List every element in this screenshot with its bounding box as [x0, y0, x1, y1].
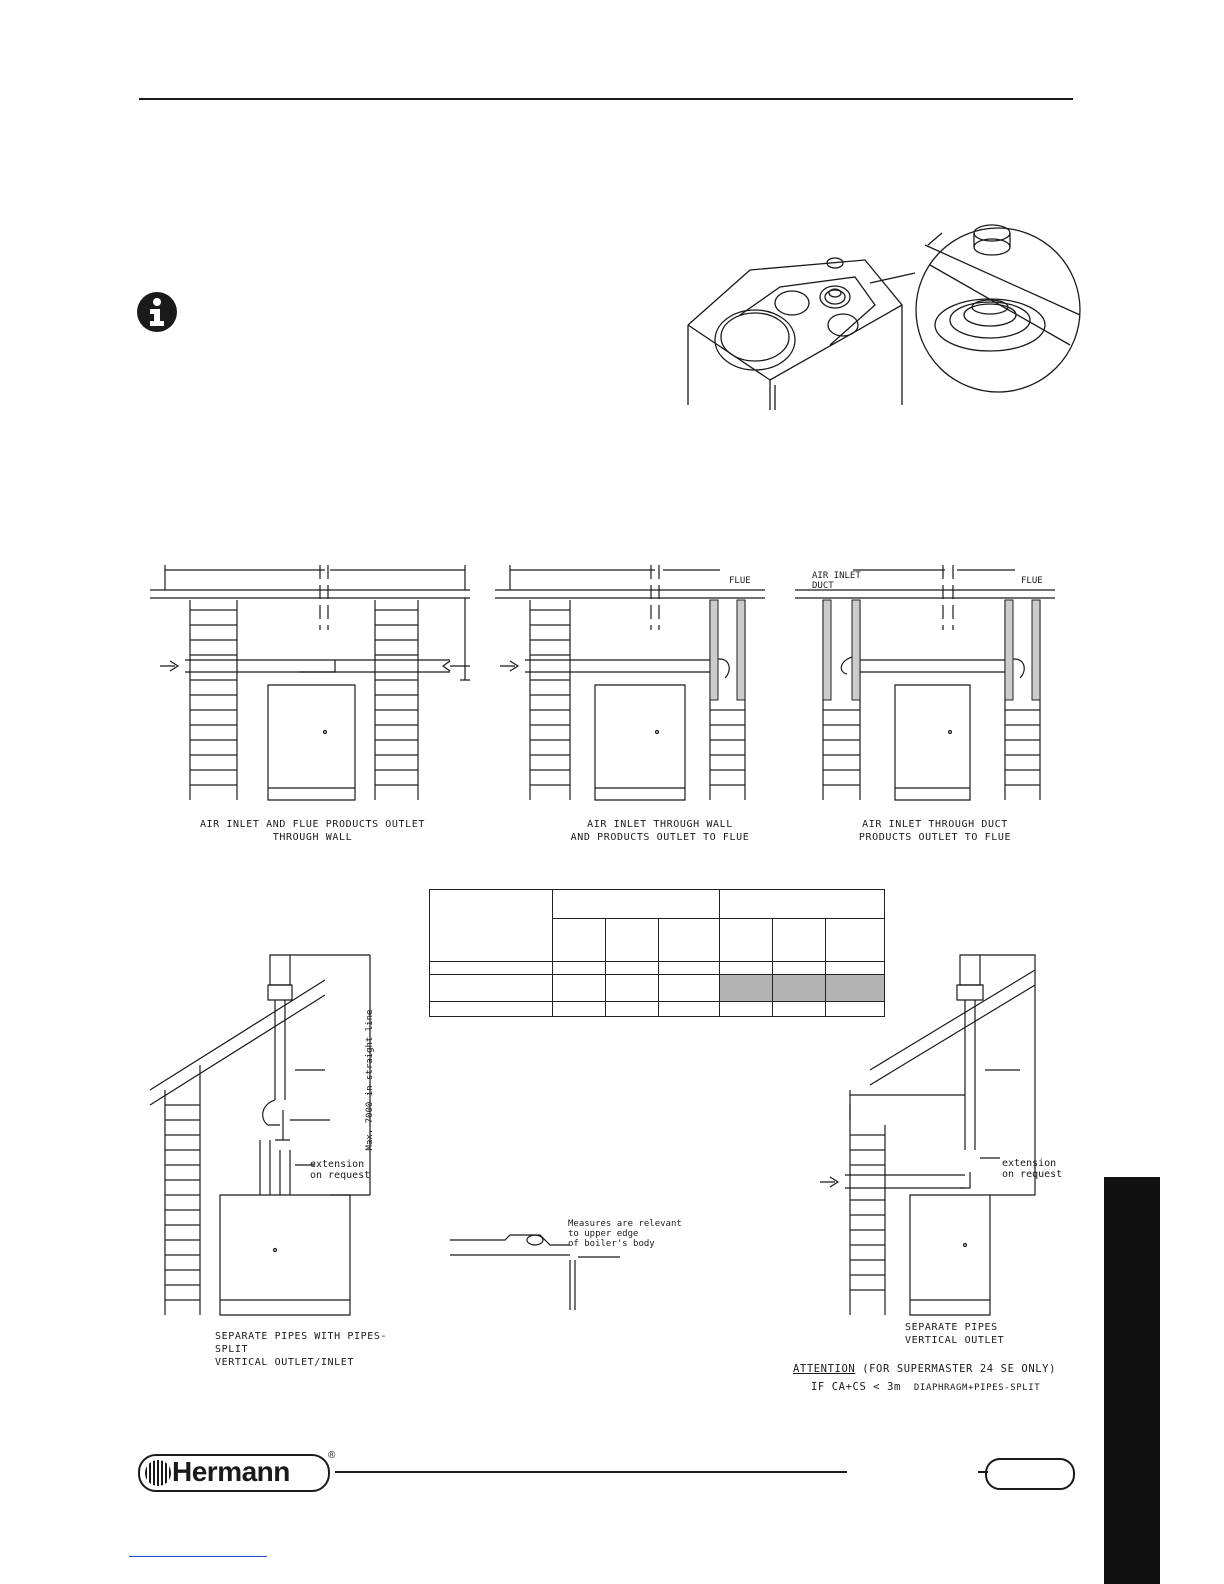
- label-line: on request: [310, 1170, 371, 1181]
- label-line: on request: [1002, 1169, 1063, 1180]
- label-flue-3: FLUE: [1021, 576, 1043, 586]
- table-cell: [430, 1002, 553, 1017]
- diagram-separate-vertical: [805, 940, 1070, 1320]
- label-line: to upper edge: [568, 1229, 639, 1239]
- caption-line: AIR INLET AND FLUE PRODUCTS OUTLET: [199, 819, 426, 830]
- caption-line: AND PRODUCTS OUTLET TO FLUE: [570, 832, 750, 843]
- label-line: DUCT: [812, 581, 834, 591]
- link-underline: [129, 1556, 267, 1557]
- page-number-box: [985, 1458, 1075, 1490]
- caption-line: SEPARATE PIPES: [905, 1322, 998, 1333]
- label-line: extension: [310, 1159, 365, 1170]
- label-measures-note: [568, 1219, 682, 1249]
- attention-line-1: [793, 1360, 1058, 1378]
- diagram-wall-both: [150, 560, 480, 810]
- table-cell-shaded: [720, 975, 773, 1002]
- caption-line: VERTICAL OUTLET/INLET: [215, 1357, 355, 1368]
- caption-separate-vertical: [905, 1321, 1015, 1347]
- label-line: Measures are relevant: [568, 1219, 682, 1229]
- label-max-straight: Max. 7000 in straight line: [365, 1009, 375, 1151]
- label-line: extension: [1002, 1158, 1057, 1169]
- caption-line: VERTICAL OUTLET: [905, 1335, 1005, 1346]
- table-cell: [606, 975, 659, 1002]
- table-cell: [720, 1002, 773, 1017]
- caption-wall-flue: [540, 818, 780, 844]
- attention-note: [793, 1360, 1058, 1397]
- table-cell: [430, 962, 553, 975]
- table-cell: [720, 890, 885, 919]
- label-extension-2: [1002, 1158, 1062, 1180]
- diagram-wall-flue: [495, 560, 775, 810]
- table-cell: [553, 975, 606, 1002]
- diagram-duct-flue: [795, 560, 1065, 810]
- caption-duct-flue: [840, 818, 1030, 844]
- table-cell: [659, 962, 720, 975]
- table-cell: [430, 890, 553, 962]
- table-cell: [606, 1002, 659, 1017]
- boiler-top-illustration: [680, 215, 1080, 410]
- brand-registered: ®: [328, 1450, 336, 1461]
- caption-line: THROUGH WALL: [272, 832, 353, 843]
- table-cell: [606, 919, 659, 962]
- caption-wall-both: [190, 818, 435, 844]
- attention-remedy: DIAPHRAGM+PIPES-SPLIT: [913, 1383, 1041, 1393]
- brand-name: Hermann: [172, 1456, 290, 1487]
- footer-rule: [335, 1471, 847, 1473]
- table-cell: [553, 919, 606, 962]
- label-flue-2: FLUE: [729, 576, 751, 586]
- attention-line-2: [793, 1378, 1058, 1397]
- section-tab: [1104, 1177, 1160, 1584]
- caption-line: PRODUCTS OUTLET TO FLUE: [858, 832, 1012, 843]
- caption-split-vertical: [215, 1330, 395, 1369]
- attention-qualifier: (FOR SUPERMASTER 24 SE ONLY): [862, 1363, 1057, 1375]
- table-cell: [659, 1002, 720, 1017]
- header-rule: [139, 98, 1073, 100]
- caption-line: AIR INLET THROUGH WALL: [587, 819, 733, 830]
- table-cell: [606, 962, 659, 975]
- logo-mark-icon: [145, 1460, 171, 1486]
- label-extension-1: [310, 1159, 370, 1181]
- label-line: AIR INLET: [812, 571, 861, 581]
- caption-line: SEPARATE PIPES WITH PIPES-SPLIT: [215, 1331, 388, 1355]
- table-cell: [659, 919, 720, 962]
- diagram-split-vertical: [150, 940, 390, 1320]
- attention-condition: IF CA+CS < 3m: [811, 1381, 901, 1393]
- brand-logo: [138, 1450, 336, 1492]
- label-air-inlet-duct: [812, 571, 861, 591]
- caption-line: AIR INLET THROUGH DUCT: [862, 819, 1008, 830]
- table-cell: [659, 975, 720, 1002]
- info-icon: [136, 291, 178, 333]
- table-cell: [553, 1002, 606, 1017]
- table-cell: [553, 962, 606, 975]
- table-cell: [720, 919, 773, 962]
- attention-heading: ATTENTION: [793, 1363, 856, 1375]
- table-cell: [720, 962, 773, 975]
- table-cell: [430, 975, 553, 1002]
- label-line: of boiler's body: [568, 1239, 655, 1249]
- table-cell: [553, 890, 720, 919]
- table-row: [430, 890, 885, 919]
